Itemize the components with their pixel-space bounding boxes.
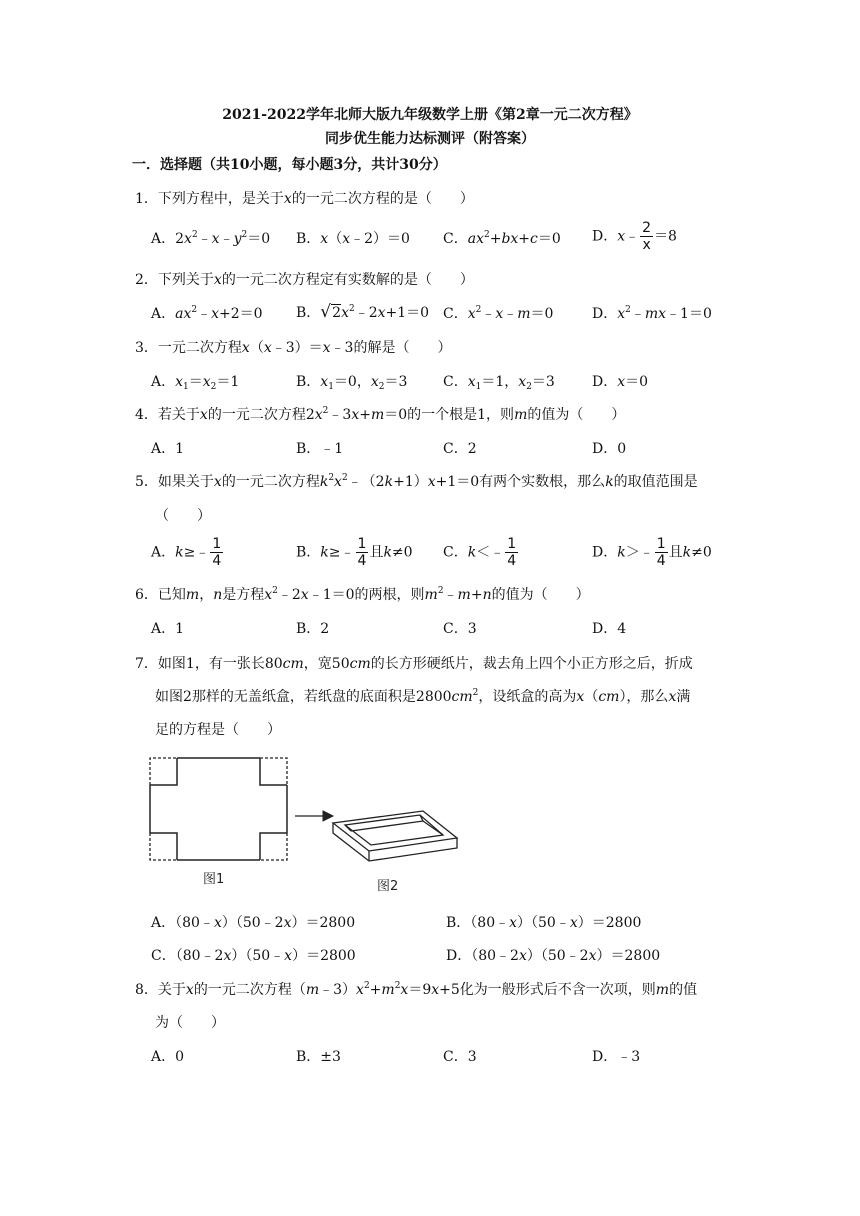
question-number: 1． <box>135 191 158 207</box>
fraction: $\frac{1}{4}$ <box>507 536 517 569</box>
question-stem: 关于x的一元二次方程$(m﹣3)x^2+m^2x=9x+5$化为一般形式后不含一次项，则m的值 <box>157 981 698 998</box>
option-5b[interactable]: B．k≥﹣ $\frac{1}{4}$ 且k≠0 <box>296 536 413 569</box>
question-number: 2． <box>135 272 158 288</box>
question-2 <box>135 270 474 290</box>
option-1d[interactable]: D．x﹣ $\frac{2}{x}$ ＝8 <box>592 220 677 253</box>
option-2b[interactable]: B．$√2x^2﹣2x+1=0$ <box>296 302 430 322</box>
question-stem: 已知m，n是方程$x^2﹣2x﹣1=0$的两根，则$m^2﹣m+n$的值为（ ） <box>157 586 590 603</box>
option-4d[interactable]: D．0 <box>592 441 627 457</box>
option-5d[interactable]: D．k＞﹣ $\frac{1}{4}$ 且k≠0 <box>592 536 712 569</box>
fraction: $\frac{2}{x}$ <box>642 220 652 253</box>
question-4 <box>135 405 625 425</box>
option-7d[interactable]: D．（80﹣2x）（50﹣2x）＝2800 <box>446 948 661 964</box>
option-7a[interactable]: A．（80﹣x）（50﹣2x）＝2800 <box>151 915 356 931</box>
figure-2-box <box>333 811 457 861</box>
option-3a[interactable]: A．$x_1=x_2=1$ <box>151 374 240 392</box>
document-title-line2: 同步优生能力达标测评（附答案） <box>325 131 535 147</box>
option-3b[interactable]: B．$x_1=0$，$x_2=3$ <box>296 374 408 392</box>
option-7c[interactable]: C．（80﹣2x）（50﹣x）＝2800 <box>151 948 356 964</box>
option-1c[interactable]: C．$ax^2+bx+c=0$ <box>443 230 561 247</box>
question-number: 8． <box>135 982 158 998</box>
question-3 <box>135 338 451 358</box>
fraction: $\frac{1}{4}$ <box>212 536 222 569</box>
question-5-paren: （ ） <box>155 508 211 524</box>
option-3c[interactable]: C．$x_1=1$，$x_2=3$ <box>443 374 555 392</box>
option-6c[interactable]: C．3 <box>443 621 477 637</box>
question-7-line3: 足的方程是（ ） <box>155 722 281 738</box>
question-6 <box>135 585 590 605</box>
question-8-line2: 为（ ） <box>155 1015 225 1031</box>
figure-1-sheet <box>150 758 287 860</box>
option-8c[interactable]: C．3 <box>443 1049 477 1065</box>
figure-1-label: 图1 <box>203 872 225 887</box>
question-stem: 下列关于x的一元二次方程定有实数解的是（ ） <box>157 272 474 288</box>
question-stem: 一元二次方程x（x﹣3）＝x﹣3的解是（ ） <box>157 340 452 356</box>
arrow-icon <box>295 811 333 821</box>
question-number: 5． <box>135 474 158 490</box>
option-8b[interactable]: B．±3 <box>296 1049 341 1065</box>
option-6a[interactable]: A．1 <box>151 621 185 637</box>
question-5 <box>135 472 698 492</box>
question-stem: 如果关于x的一元二次方程$k^2x^2﹣(2k+1)x+1=0$有两个实数根，那么k的取值范围是 <box>157 473 698 490</box>
option-2a[interactable]: A．$ax^2﹣x+2=0$ <box>151 305 263 322</box>
option-5c[interactable]: C．k＜﹣ $\frac{1}{4}$ <box>443 536 517 569</box>
option-4c[interactable]: C．2 <box>443 441 477 457</box>
option-6b[interactable]: B．2 <box>296 621 330 637</box>
option-2d[interactable]: D．$x^2﹣mx﹣1=0$ <box>592 305 712 322</box>
fraction: $\frac{1}{4}$ <box>656 536 666 569</box>
question-7-line2: 如图2那样的无盖纸盒，若纸盘的底面积是$2800cm^2$，设纸盒的高为x（cm），那么x满 <box>155 688 691 705</box>
option-3d[interactable]: D．x＝0 <box>592 374 649 390</box>
question-stem: 下列方程中，是关于x的一元二次方程的是（ ） <box>157 191 474 207</box>
question-8-line1 <box>135 980 697 1000</box>
question-number: 4． <box>135 407 158 423</box>
option-2c[interactable]: C．$x^2﹣x﹣m=0$ <box>443 305 554 322</box>
fraction: $\frac{1}{4}$ <box>357 536 367 569</box>
figure-2-label: 图2 <box>377 879 399 894</box>
option-5a[interactable]: A．k≥﹣ $\frac{1}{4}$ <box>151 536 222 569</box>
option-4a[interactable]: A．1 <box>151 441 185 457</box>
option-4b[interactable]: B．﹣1 <box>296 441 344 457</box>
document-title-line1: 2021-2022学年北师大版九年级数学上册《第2章一元二次方程》 <box>222 107 638 123</box>
option-7b[interactable]: B．（80﹣x）（50﹣x）＝2800 <box>446 915 642 931</box>
option-1b[interactable]: B．x（x﹣2）＝0 <box>296 231 410 247</box>
section-heading: 一．选择题（共10小题，每小题3分，共计30分） <box>132 157 447 173</box>
option-1a[interactable]: A．$2x^2﹣x﹣y^2=0$ <box>151 230 271 247</box>
question-number: 3． <box>135 340 158 356</box>
option-6d[interactable]: D．4 <box>592 621 627 637</box>
question-stem: 如图1，有一张长80cm，宽50cm的长方形硬纸片，裁去角上四个小正方形之后，折成 <box>157 656 693 672</box>
question-number: 7． <box>135 656 158 672</box>
option-8d[interactable]: D．﹣3 <box>592 1049 641 1065</box>
question-number: 6． <box>135 587 158 603</box>
option-8a[interactable]: A．0 <box>151 1049 185 1065</box>
question-7-figure <box>145 753 475 898</box>
question-1 <box>135 189 474 209</box>
question-stem: 若关于x的一元二次方程$2x^2﹣3x+m=0$的一个根是1，则m的值为（ ） <box>157 406 626 423</box>
question-7-line1 <box>135 654 693 674</box>
